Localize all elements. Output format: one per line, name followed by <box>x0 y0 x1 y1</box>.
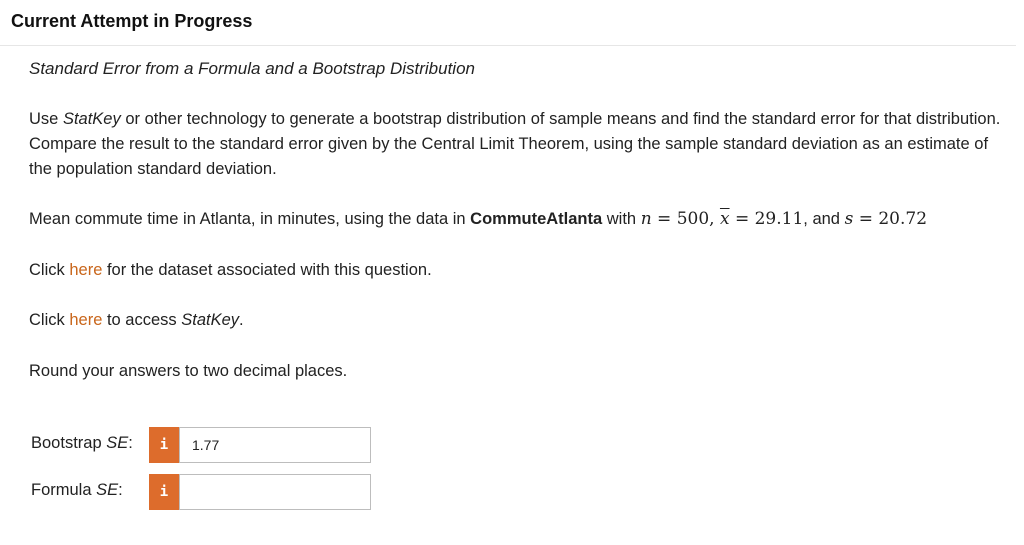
statkey-term: StatKey <box>62 110 121 128</box>
context-and: , and <box>803 210 845 228</box>
math-n: n = 500, $\overline{x} = 29.11$ <box>640 209 804 229</box>
page-title: Current Attempt in Progress <box>11 11 253 31</box>
context-with: with <box>602 210 641 228</box>
instructions-pre: Use <box>29 110 63 128</box>
dataset-paragraph: Click here for the dataset associated with this question. <box>29 261 432 279</box>
math-s: s = 20.72 <box>844 209 928 229</box>
statkey-term: StatKey <box>181 311 240 329</box>
question-content <box>29 57 1004 380</box>
statkey-link[interactable]: here <box>69 311 103 329</box>
formula-se-label: Formula SE: <box>31 481 123 499</box>
context-paragraph <box>29 207 1004 232</box>
question-subtitle: Standard Error from a Formula and a Bootstrap Distribution <box>29 59 475 78</box>
context-pre: Mean commute time in Atlanta, in minutes, using the data in <box>29 210 471 228</box>
bootstrap-se-input[interactable] <box>179 427 371 463</box>
formula-se-input[interactable] <box>179 474 371 510</box>
bootstrap-se-label: Bootstrap SE: <box>31 434 133 452</box>
page-header <box>0 0 1016 46</box>
dataset-link[interactable]: here <box>69 261 103 279</box>
rounding-instruction: Round your answers to two decimal places. <box>29 362 348 380</box>
instructions-post: or other technology to generate a bootstrap distribution of sample means and find the standard error for that distribution. Compare the result to the standard error given by the Central Limit Theorem, using the sample standard deviation as an estimate of the population standard deviation. <box>29 110 1001 178</box>
info-icon[interactable]: i <box>149 427 179 463</box>
dataset-name: CommuteAtlanta <box>470 210 603 228</box>
bootstrap-se-row <box>31 427 431 463</box>
statkey-paragraph: Click here to access StatKey. <box>29 311 244 329</box>
instructions-paragraph <box>29 107 1004 182</box>
info-icon[interactable]: i <box>149 474 179 510</box>
math-xbar: $\overline{x}$ <box>719 209 730 229</box>
formula-se-row <box>31 474 431 510</box>
